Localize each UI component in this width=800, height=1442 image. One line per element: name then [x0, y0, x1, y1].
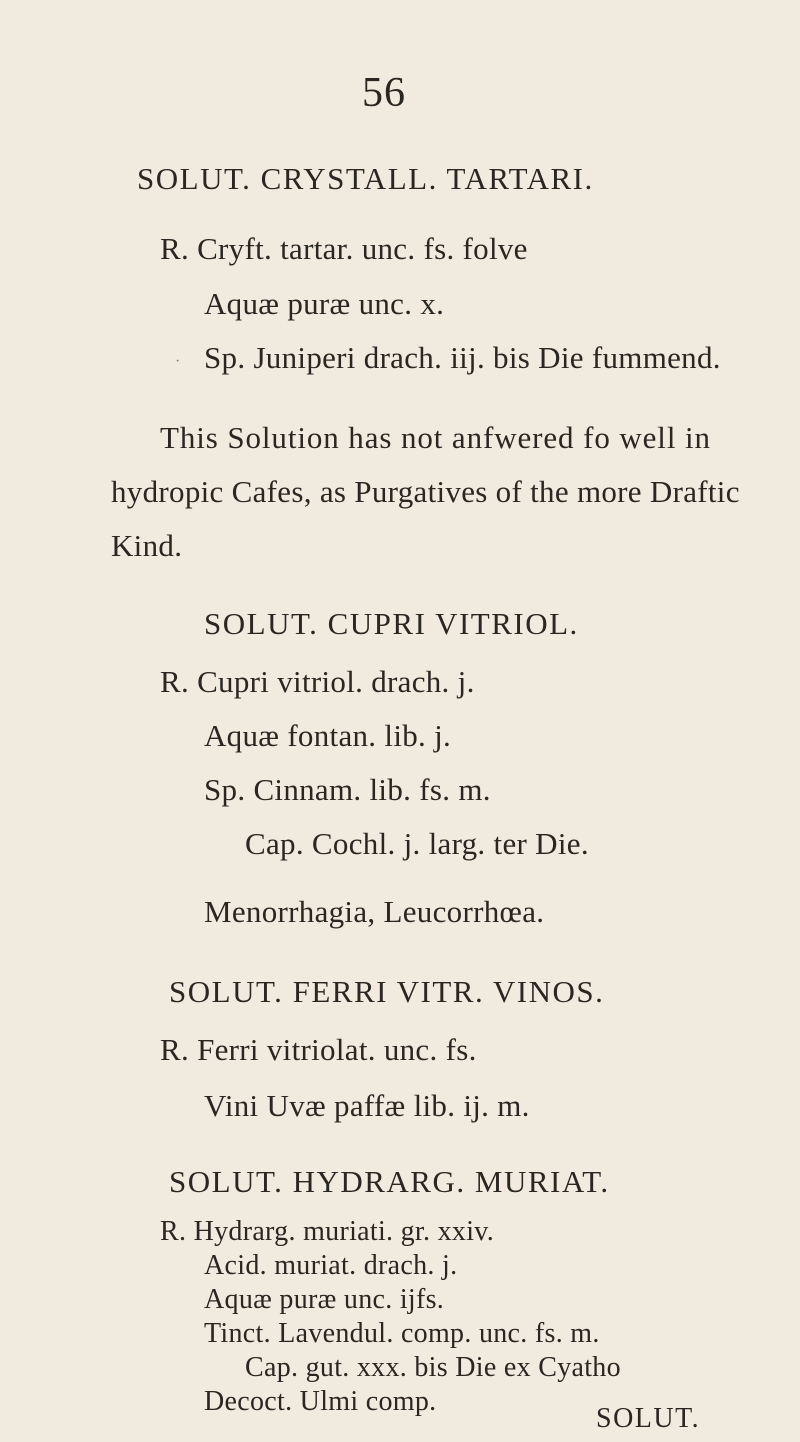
catchword: SOLUT. — [596, 1403, 701, 1434]
page-number: 56 — [362, 70, 406, 116]
paragraph-line: This Solution has not anfwered fo well in — [160, 420, 711, 455]
paragraph-line: Kind. — [111, 528, 183, 563]
recipe-line: Tinct. Lavendul. comp. unc. fs. m. — [204, 1318, 600, 1349]
recipe-line: Aquæ puræ unc. x. — [204, 286, 445, 321]
recipe-line: R. Cupri vitriol. drach. j. — [160, 664, 475, 699]
paragraph-line: hydropic Cafes, as Purgatives of the more Draftic — [111, 474, 740, 509]
recipe-line: Vini Uvæ paffæ lib. ij. m. — [204, 1088, 530, 1123]
ink-speck-icon: · — [175, 353, 181, 370]
indication-line: Menorrhagia, Leucorrhœa. — [204, 894, 545, 929]
heading-solut-cupri-vitriol: SOLUT. CUPRI VITRIOL. — [204, 606, 579, 641]
recipe-line: Acid. muriat. drach. j. — [204, 1250, 458, 1281]
recipe-line: R. Ferri vitriolat. unc. fs. — [160, 1032, 477, 1067]
recipe-line: Aquæ fontan. lib. j. — [204, 718, 452, 753]
recipe-line: Sp. Juniperi drach. iij. bis Die fummend. — [204, 340, 721, 375]
recipe-line: R. Cryft. tartar. unc. fs. folve — [160, 231, 528, 266]
recipe-line: R. Hydrarg. muriati. gr. xxiv. — [160, 1216, 495, 1247]
recipe-line: Cap. Cochl. j. larg. ter Die. — [245, 826, 589, 861]
recipe-line: Sp. Cinnam. lib. fs. m. — [204, 772, 491, 807]
heading-solut-crystall-tartari: SOLUT. CRYSTALL. TARTARI. — [137, 161, 594, 196]
heading-solut-ferri-vitr-vinos: SOLUT. FERRI VITR. VINOS. — [169, 974, 605, 1009]
recipe-line: Cap. gut. xxx. bis Die ex Cyatho — [245, 1352, 621, 1383]
recipe-line: Decoct. Ulmi comp. — [204, 1386, 437, 1417]
heading-solut-hydrarg-muriat: SOLUT. HYDRARG. MURIAT. — [169, 1164, 610, 1199]
recipe-line: Aquæ puræ unc. ijfs. — [204, 1284, 445, 1315]
